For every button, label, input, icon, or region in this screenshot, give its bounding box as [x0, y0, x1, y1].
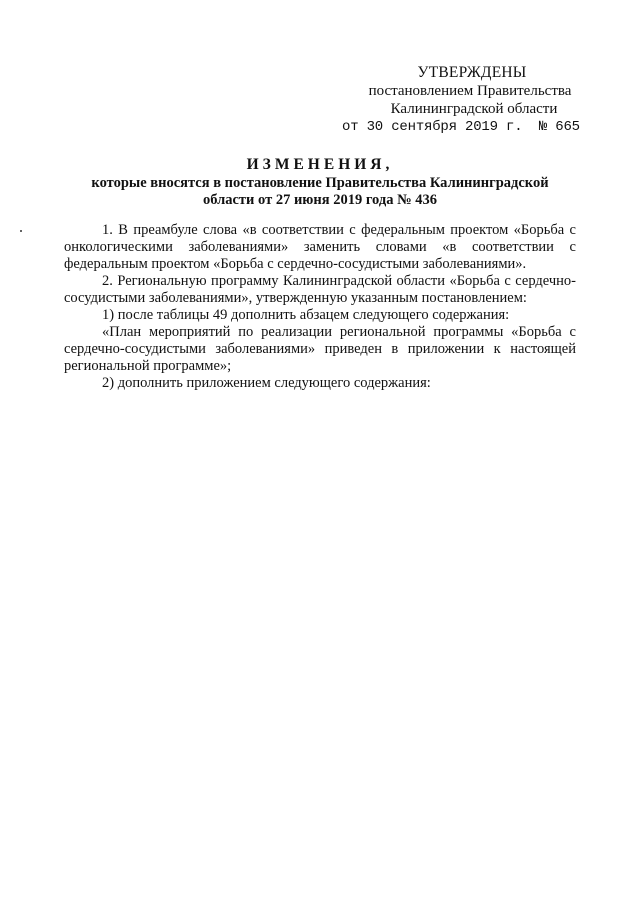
approval-title: УТВЕРЖДЕНЫ	[417, 64, 527, 81]
number-prefix: №	[538, 119, 548, 135]
approval-by: постановлением Правительства	[368, 83, 572, 99]
approval-date-line	[320, 118, 600, 136]
document-body	[64, 222, 576, 392]
approval-block	[320, 64, 600, 136]
document-title: ИЗМЕНЕНИЯ,	[246, 156, 394, 173]
paragraph-5: 2) дополнить приложением следующего содержания:	[102, 375, 431, 391]
paragraph-4: «План мероприятий по реализации региональной программы «Борьба с сердечно-сосудистыми заболеваниями» приведен в приложении к настоящей региональной программе»;	[64, 324, 576, 374]
approval-region: Калининградской области	[390, 101, 558, 117]
paragraph-3: 1) после таблицы 49 дополнить абзацем следующего содержания:	[102, 307, 510, 323]
document-subtitle-line-1: которые вносятся в постановление Правительства Калининградской	[91, 175, 549, 191]
document-subtitle-line-2: области от 27 июня 2019 года № 436	[202, 192, 438, 208]
date-prefix: от	[342, 119, 359, 135]
margin-dot	[20, 230, 22, 232]
paragraph-2: 2. Региональную программу Калининградской области «Борьба с сердечно-сосудистыми заболеваниями», утвержденную указанным постановлением:	[64, 273, 576, 306]
document-heading	[60, 156, 580, 209]
approval-number: 665	[555, 119, 580, 135]
approval-date: 30 сентября 2019 г.	[366, 119, 523, 135]
paragraph-1: 1. В преамбуле слова «в соответствии с федеральным проектом «Борьба с онкологическими заболеваниями» заменить словами «в соответствии с федеральным проектом «Борьба с сердечно-сосудистыми заболеваниями».	[64, 222, 576, 272]
